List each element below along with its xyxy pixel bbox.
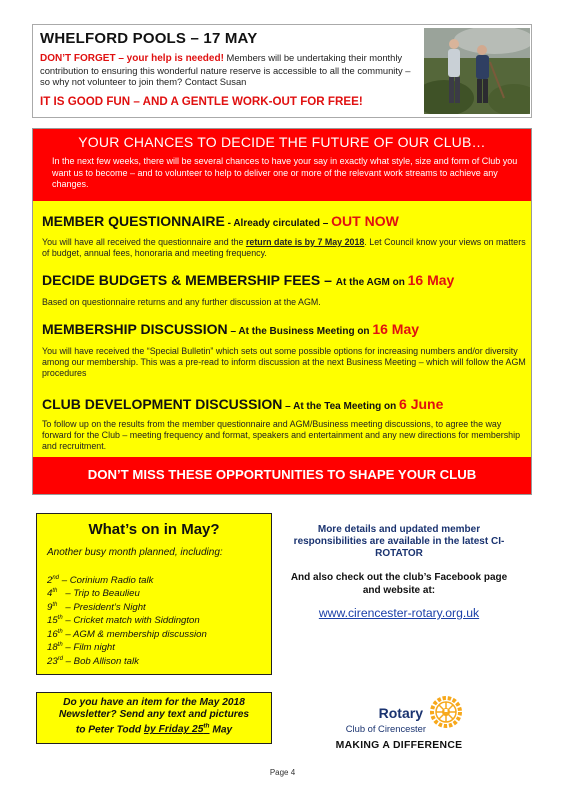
discussion-heading [42, 321, 419, 337]
event-text: – President’s Night [57, 602, 146, 614]
questionnaire-text-pre: You will have all received the questionnaire and the [42, 237, 246, 247]
page-number: Page 4 [269, 768, 296, 777]
development-sub: – At the Tea Meeting on [282, 401, 400, 412]
volunteers-photo [424, 28, 530, 114]
website-link[interactable]: www.cirencester-rotary.org.uk [318, 606, 480, 620]
budgets-date: 16 May [407, 272, 455, 288]
event-text: – Corinium Radio talk [59, 575, 154, 587]
newsletter-recipient: to Peter Todd [75, 724, 144, 736]
questionnaire-text [42, 237, 528, 259]
event-item [47, 573, 207, 586]
event-day: 4 [47, 588, 53, 600]
budgets-text: Based on questionnaire returns and any further discussion at the AGM. [42, 297, 321, 307]
development-heading [42, 396, 443, 412]
newsletter-line: Do you have an item for the May 2018 [63, 697, 245, 708]
event-day-suffix: th [57, 628, 63, 635]
chances-text: In the next few weeks, there will be several chances to have your say in exactly what style, size and form of Club you want us to become – and to volunteer to help to deliver one or more of the relevant work streams to achieve any changes. [52, 156, 518, 189]
questionnaire-sub: - Already circulated – [224, 218, 332, 229]
facebook-text: And also check out the club’s Facebook page and website at: [290, 572, 508, 596]
newsletter-deadline [144, 724, 210, 735]
discussion-text: You will have received the “Special Bulletin” which sets out some possible options for increasing numbers and/or diversity among our membership. This was a pre-read to inform discussion at the next Business Meeting – which will follow the AGM procedures [42, 346, 526, 378]
budgets-heading [42, 272, 454, 288]
questionnaire-title: MEMBER QUESTIONNAIRE [42, 213, 225, 229]
event-item [47, 640, 207, 653]
event-day-suffix: th [57, 615, 63, 622]
rotary-wheel-icon [428, 694, 464, 735]
questionnaire-return-date: return date is by 7 May 2018 [245, 237, 365, 247]
chances-title: YOUR CHANCES TO DECIDE THE FUTURE OF OUR CLUB… [78, 134, 486, 150]
event-text: – Cricket match with Siddington [62, 615, 200, 627]
newsletter-deadline-day: by Friday 25 [143, 724, 204, 736]
event-day: 23 [47, 656, 58, 668]
whats-on-subtitle: Another busy month planned, including: [47, 547, 223, 558]
dont-forget-label: DON’T FORGET – your help is needed! [40, 53, 224, 64]
event-item [47, 654, 207, 667]
discussion-date: 16 May [372, 321, 420, 337]
event-day-suffix: nd [52, 575, 60, 581]
event-day-suffix: th [57, 642, 63, 649]
rotary-tagline: MAKING A DIFFERENCE [335, 740, 463, 751]
discussion-title: MEMBERSHIP DISCUSSION [42, 321, 228, 337]
questionnaire-heading [42, 213, 399, 229]
whelford-body: Members will be undertaking their monthly contribution to ensuring this wonderful nature reserve is accessible to all the community – so why not volunteer to join them? Contact Susan [40, 52, 411, 87]
event-day-suffix: rd [57, 655, 64, 662]
whelford-fun: IT IS GOOD FUN – AND A GENTLE WORK-OUT FOR FREE! [40, 95, 363, 108]
budgets-sub: At the AGM on [335, 277, 408, 288]
event-day: 2 [47, 575, 53, 587]
newsletter-deadline-suffix: th [203, 723, 210, 730]
rotary-name: Rotary [378, 705, 423, 721]
event-day: 15 [47, 615, 58, 627]
event-text: – Bob Allison talk [63, 656, 139, 668]
event-day-suffix: th [52, 601, 58, 608]
event-day: 9 [47, 602, 53, 614]
newsletter-line: Newsletter? Send any text and pictures [58, 709, 250, 720]
development-date: 6 June [399, 396, 444, 412]
whelford-text [40, 52, 418, 88]
more-details-text: More details and updated member responsibilities are available in the latest CI-ROTATOR [293, 524, 505, 559]
event-day: 16 [47, 629, 58, 641]
event-item [47, 627, 207, 640]
dont-miss-text: DON’T MISS THESE OPPORTUNITIES TO SHAPE YOUR CLUB [87, 467, 477, 482]
event-day: 18 [47, 642, 58, 654]
event-item [47, 613, 207, 626]
discussion-sub: – At the Business Meeting on [227, 326, 373, 337]
event-text: – AGM & membership discussion [62, 629, 207, 641]
newsletter-text [40, 697, 268, 736]
event-text: – Trip to Beaulieu [57, 588, 140, 600]
volunteers-photo-image [424, 28, 530, 114]
questionnaire-status: OUT NOW [331, 213, 399, 229]
questionnaire-text-post: . Let Council know your views on matters of budget, annual fees, honoraria and meeting frequency. [42, 237, 526, 258]
newsletter-deadline-month: May [209, 724, 233, 736]
event-day-suffix: th [52, 588, 58, 595]
newsletter-line [40, 721, 268, 736]
events-list [47, 573, 207, 667]
rotary-club-name: Club of Cirencester [345, 723, 426, 734]
whats-on-title: What’s on in May? [88, 521, 220, 538]
development-title: CLUB DEVELOPMENT DISCUSSION [42, 396, 283, 412]
budgets-title: DECIDE BUDGETS & MEMBERSHIP FEES – [42, 272, 336, 288]
event-text: – Film night [62, 642, 115, 654]
event-item [47, 600, 207, 613]
development-text: To follow up on the results from the member questionnaire and AGM/Business meeting discussions, to agree the way forward for the Club – meeting frequency and format, speakers and entertainment and any new directions for membership and recruitment. [42, 419, 521, 451]
event-item [47, 586, 207, 599]
whelford-title: WHELFORD POOLS – 17 MAY [40, 30, 258, 47]
